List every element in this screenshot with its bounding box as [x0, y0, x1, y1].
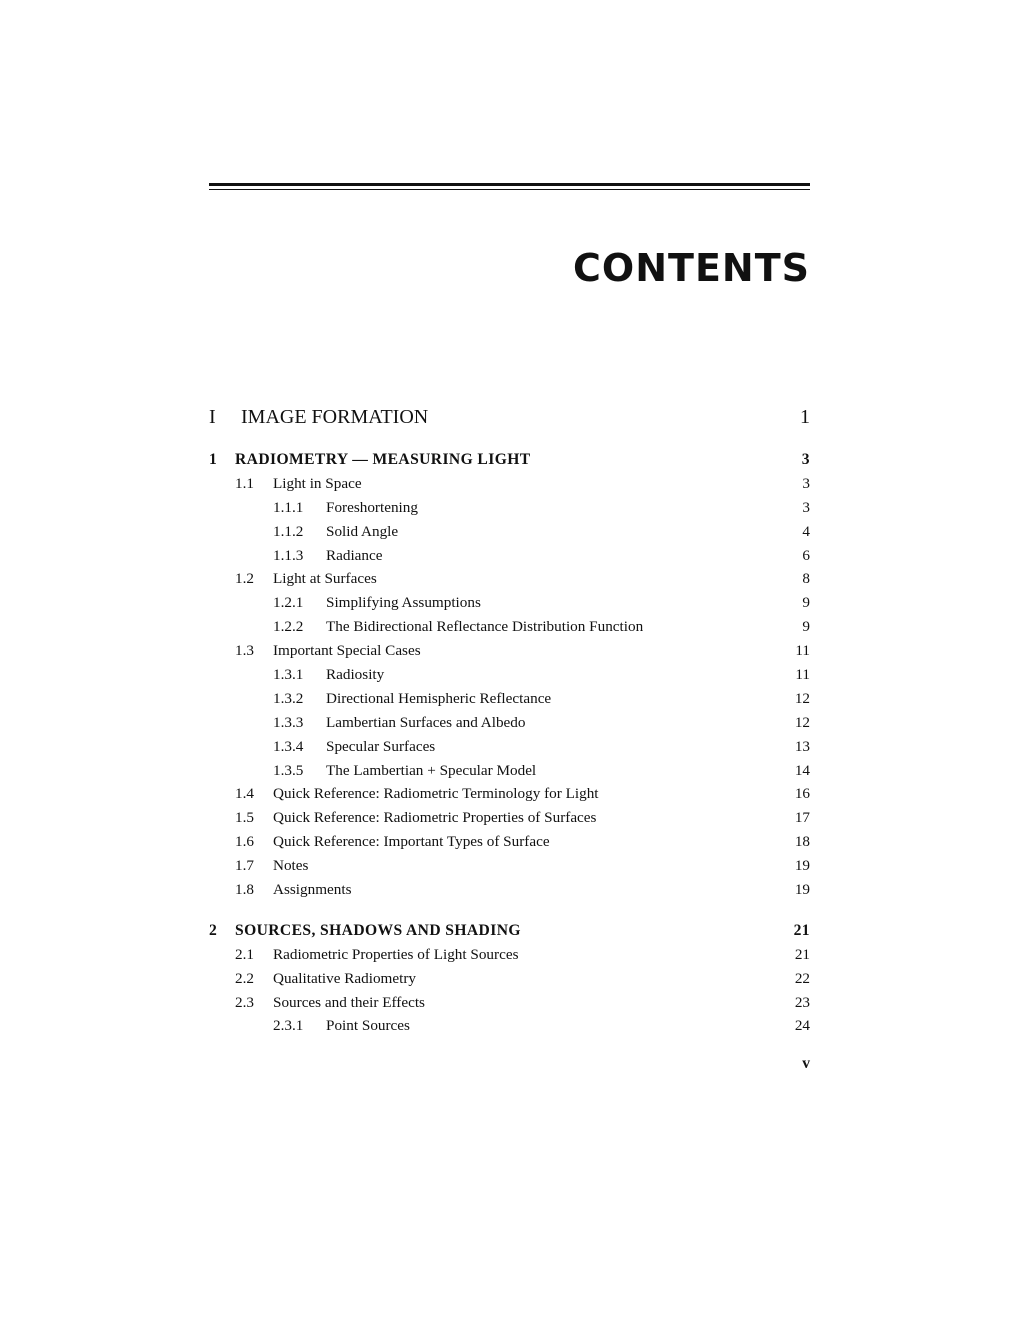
toc-subsection-entry[interactable]	[209, 687, 810, 711]
subsection-page-number: 13	[794, 737, 810, 755]
toc-section-entry[interactable]	[209, 782, 810, 806]
subsection-page-number: 3	[802, 498, 810, 516]
toc-section-entry[interactable]	[209, 472, 810, 496]
subsection-number: 2.3.1	[273, 1017, 304, 1035]
section-page-number: 23	[794, 993, 810, 1011]
section-title: Sources and their Effects	[273, 993, 425, 1011]
section-page-number: 19	[794, 881, 810, 899]
section-page-number: 17	[794, 809, 810, 827]
subsection-title: Solid Angle	[326, 522, 399, 540]
section-number: 1.8	[235, 881, 254, 899]
table-of-contents	[209, 404, 810, 1038]
toc-subsection-entry[interactable]	[209, 520, 810, 544]
section-title: Quick Reference: Important Types of Surface	[273, 833, 550, 851]
toc-entries	[209, 448, 810, 1038]
subsection-title: The Bidirectional Reflectance Distribution Function	[326, 618, 644, 636]
toc-section-entry[interactable]	[209, 943, 810, 967]
section-title: Quick Reference: Radiometric Properties of Surfaces	[273, 809, 597, 827]
subsection-title: Directional Hemispheric Reflectance	[326, 689, 552, 707]
section-title: Qualitative Radiometry	[273, 969, 416, 987]
subsection-page-number: 14	[794, 761, 810, 779]
section-number: 2.1	[235, 945, 254, 963]
chapter-title: RADIOMETRY — MEASURING LIGHT	[235, 451, 531, 468]
header-rule-thin	[209, 189, 810, 190]
subsection-number: 1.3.5	[273, 761, 304, 779]
chapter-number: 1	[209, 451, 218, 468]
section-page-number: 16	[794, 785, 810, 803]
toc-subsection-entry[interactable]	[209, 544, 810, 568]
section-page-number: 3	[802, 474, 810, 492]
toc-subsection-entry[interactable]	[209, 735, 810, 759]
toc-subsection-entry[interactable]	[209, 759, 810, 783]
subsection-page-number: 4	[802, 522, 810, 540]
section-number: 1.4	[235, 785, 254, 803]
subsection-number: 1.3.3	[273, 713, 304, 731]
subsection-number: 1.3.4	[273, 737, 304, 755]
part-page-number: 1	[800, 406, 810, 428]
toc-chapter-entry[interactable]	[209, 448, 810, 472]
toc-subsection-entry[interactable]	[209, 496, 810, 520]
toc-part-entry[interactable]	[209, 404, 810, 430]
part-title: IMAGE FORMATION	[241, 406, 429, 428]
subsection-title: Radiosity	[326, 666, 385, 684]
header-rule-thick	[209, 183, 810, 186]
section-title: Important Special Cases	[273, 642, 421, 660]
chapter-title: SOURCES, SHADOWS AND SHADING	[235, 921, 521, 939]
subsection-number: 1.3.2	[273, 689, 304, 707]
section-number: 1.3	[235, 642, 254, 660]
part-number: I	[209, 406, 216, 428]
toc-subsection-entry[interactable]	[209, 591, 810, 615]
subsection-number: 1.1.3	[273, 546, 304, 564]
subsection-number: 1.1.2	[273, 522, 304, 540]
chapter-page-number: 3	[801, 451, 810, 468]
section-number: 1.5	[235, 809, 254, 827]
subsection-title: Foreshortening	[326, 498, 418, 516]
subsection-title: Specular Surfaces	[326, 737, 436, 755]
subsection-number: 1.3.1	[273, 666, 304, 684]
section-number: 2.3	[235, 993, 254, 1011]
page-title: CONTENTS	[573, 246, 810, 290]
subsection-page-number: 9	[802, 594, 810, 612]
toc-section-entry[interactable]	[209, 639, 810, 663]
page-folio: v	[802, 1055, 810, 1072]
chapter-number: 2	[209, 921, 218, 939]
subsection-page-number: 9	[802, 618, 810, 636]
subsection-title: Lambertian Surfaces and Albedo	[326, 713, 526, 731]
toc-section-entry[interactable]	[209, 806, 810, 830]
section-page-number: 18	[794, 833, 810, 851]
subsection-page-number: 11	[795, 666, 810, 684]
toc-section-entry[interactable]	[209, 967, 810, 991]
section-title: Radiometric Properties of Light Sources	[273, 945, 519, 963]
subsection-page-number: 12	[794, 713, 810, 731]
toc-subsection-entry[interactable]	[209, 615, 810, 639]
section-number: 1.6	[235, 833, 254, 851]
section-page-number: 21	[794, 945, 810, 963]
subsection-title: The Lambertian + Specular Model	[326, 761, 537, 779]
section-number: 1.1	[235, 474, 254, 492]
section-number: 1.2	[235, 570, 254, 588]
toc-subsection-entry[interactable]	[209, 663, 810, 687]
toc-section-entry[interactable]	[209, 830, 810, 854]
toc-chapter-entry[interactable]	[209, 919, 810, 943]
section-page-number: 19	[794, 857, 810, 875]
toc-subsection-entry[interactable]	[209, 1014, 810, 1038]
toc-section-entry[interactable]	[209, 878, 810, 902]
subsection-title: Radiance	[326, 546, 383, 564]
subsection-number: 1.1.1	[273, 498, 304, 516]
book-page	[209, 0, 810, 1320]
subsection-title: Simplifying Assumptions	[326, 594, 481, 612]
toc-section-entry[interactable]	[209, 567, 810, 591]
toc-section-entry[interactable]	[209, 854, 810, 878]
subsection-page-number: 6	[802, 546, 810, 564]
section-page-number: 11	[795, 642, 810, 660]
subsection-number: 1.2.2	[273, 618, 304, 636]
chapter-page-number: 21	[793, 921, 810, 939]
section-title: Notes	[273, 857, 309, 875]
toc-section-entry[interactable]	[209, 991, 810, 1015]
section-title: Assignments	[273, 881, 352, 899]
section-number: 1.7	[235, 857, 254, 875]
section-page-number: 22	[794, 969, 810, 987]
subsection-title: Point Sources	[326, 1017, 410, 1035]
section-title: Light at Surfaces	[273, 570, 377, 588]
section-number: 2.2	[235, 969, 254, 987]
section-title: Quick Reference: Radiometric Terminology for Light	[273, 785, 599, 803]
section-title: Light in Space	[273, 474, 362, 492]
subsection-page-number: 12	[794, 689, 810, 707]
section-page-number: 8	[802, 570, 810, 588]
subsection-page-number: 24	[794, 1017, 810, 1035]
toc-subsection-entry[interactable]	[209, 711, 810, 735]
subsection-number: 1.2.1	[273, 594, 304, 612]
